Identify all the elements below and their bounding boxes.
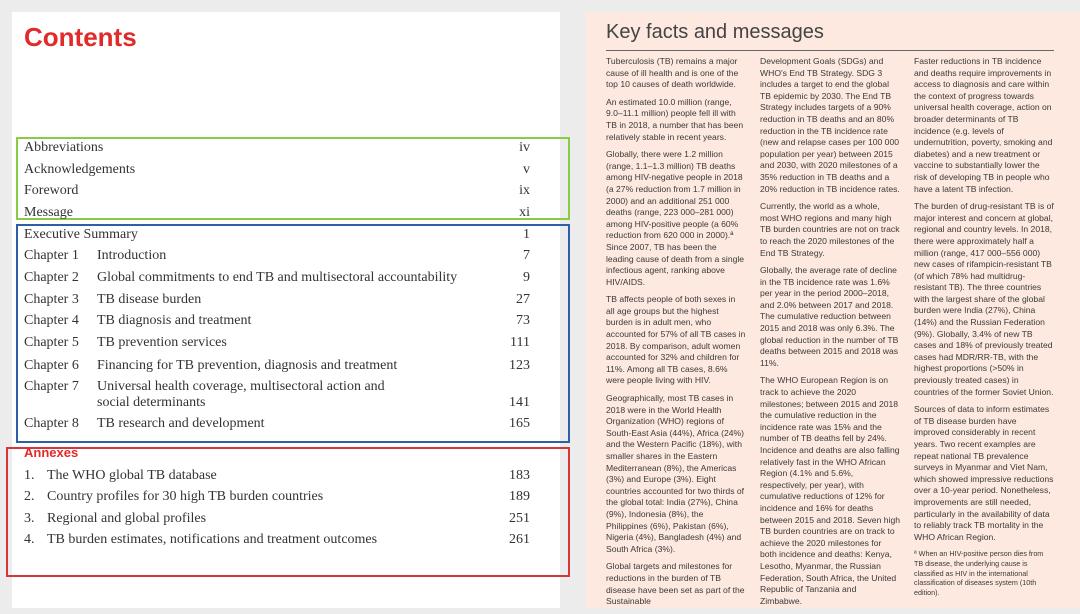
chapter-title: Universal health coverage, multisectoral action and bbox=[97, 379, 385, 394]
paragraph: Currently, the world as a whole, most WHO regions and many high TB burden countries are not on track to reach the 2020 milestones of the End TB Strategy. bbox=[760, 201, 900, 258]
paragraph: Globally, the average rate of decline in the TB incidence rate was 1.6% per year in the period 2000–2018, and 2.0% between 2017 and 2018. The cumulative reduction between 2015 and 2018 was only 6.3%. The global reduction in the number of TB deaths between 2015 and 2018 was 11%. bbox=[760, 265, 899, 368]
toc-page: 9 bbox=[523, 270, 530, 285]
toc-page: 73 bbox=[516, 313, 530, 328]
annex-title: TB burden estimates, notifications and treatment outcomes bbox=[47, 532, 378, 547]
annex-title: The WHO global TB database bbox=[47, 468, 217, 483]
toc-entry-message[interactable] bbox=[24, 204, 530, 222]
paragraph: Globally, there were 1.2 million (range, 1.1–1.3 million) TB deaths among HIV-negative people in 2018 (a 27% reduction from 1.7 million in 2000) and an additional 251 000 deaths (range, 223 000–281 000) among HIV-positive people (a 60% reduction from 620 000 in 2000).ª Since 2007, TB has been the leading cause of death from a single infectious agent, ranking above HIV/AIDS. bbox=[606, 149, 745, 287]
paragraph: Geographically, most TB cases in 2018 were in the World Health Organization (WHO) regions of South-East Asia (44%), Africa (24%) and the Western Pacific (18%), with smaller shares in the Eastern Mediterranean (8%), the Americas (3%) and Europe (3%). Eight countries accounted for two thirds of the global total: India (27%), China (9%), Indonesia (8%), the Philippines (6%), Pakistan (6%), Nigeria (4%), Bangladesh (4%) and South Africa (3%). bbox=[606, 393, 745, 554]
toc-page: 7 bbox=[523, 248, 530, 263]
chapter-number: Chapter 7 bbox=[24, 379, 79, 394]
chapter-title-line-2: social determinants bbox=[97, 395, 206, 410]
annex-title: Regional and global profiles bbox=[47, 511, 207, 526]
paragraph: TB affects people of both sexes in all age groups but the highest burden is in adult men, who accounted for 57% of all TB cases in 2018. By comparison, adult women accounted for 32% and children for 11%. Among all TB cases, 8.6% were people living with HIV. bbox=[606, 294, 746, 386]
chapter-number: Chapter 2 bbox=[24, 270, 79, 285]
toc-page: 141 bbox=[509, 395, 530, 410]
toc-page: iv bbox=[519, 140, 530, 155]
toc-entry-chapter-7[interactable] bbox=[24, 378, 530, 414]
toc-page: xi bbox=[519, 205, 530, 220]
title-divider bbox=[606, 50, 1054, 51]
chapter-title: TB diagnosis and treatment bbox=[97, 313, 252, 328]
chapter-number: Chapter 5 bbox=[24, 335, 79, 350]
chapter-title: TB prevention services bbox=[97, 335, 227, 350]
chapter-number: Chapter 8 bbox=[24, 416, 79, 431]
toc-entry-foreword[interactable] bbox=[24, 182, 530, 200]
paragraph: Development Goals (SDGs) and WHO's End TB Strategy. SDG 3 includes a target to end the global TB epidemic by 2030. The End TB Strategy includes targets of a 90% reduction in TB deaths and an 80% reduction in the TB incidence rate (new and relapse cases per 100 000 population per year) between 2015 and 2030, with 2020 milestones of a 35% reduction in TB deaths and a 20% reduction in TB incidence rates. bbox=[760, 56, 900, 194]
paragraph: Tuberculosis (TB) remains a major cause of ill health and is one of the top 10 causes of death worldwide. bbox=[606, 56, 739, 90]
chapter-number: Chapter 1 bbox=[24, 248, 79, 263]
toc-page: 1 bbox=[523, 227, 530, 242]
chapter-title: Introduction bbox=[97, 248, 167, 263]
footnote: ª When an HIV-positive person dies from TB disease, the underlying cause is classified as HIV in the international classification of diseases system (10th edition). bbox=[914, 549, 1044, 597]
chapter-title: TB disease burden bbox=[97, 292, 202, 307]
paragraph: The burden of drug-resistant TB is of major interest and concern at global, regional and country levels. In 2018, there were approximately half a million (range, 417 000–556 000) new cases of rifampicin-resistant TB (of which 78% had multidrug-resistant TB). The three countries with the largest share of the global burden were India (27%), China (14%) and the Russian Federation (9%). Globally, 3.4% of new TB cases and 18% of previously treated cases had MDR/RR-TB, with the highest proportions (>50% in previously treated cases) in countries of the former Soviet Union. bbox=[914, 201, 1054, 397]
key-facts-page bbox=[586, 12, 1080, 608]
chapter-number: Chapter 4 bbox=[24, 313, 79, 328]
toc-entry-acknowledgements[interactable] bbox=[24, 161, 530, 179]
chapter-title: TB research and development bbox=[97, 416, 265, 431]
annex-title: Country profiles for 30 high TB burden countries bbox=[47, 489, 324, 504]
toc-page: 251 bbox=[509, 511, 530, 526]
key-facts-column-2 bbox=[760, 56, 900, 613]
contents-title: Contents bbox=[24, 22, 137, 52]
toc-page: ix bbox=[519, 183, 530, 198]
key-facts-column-1 bbox=[606, 56, 746, 614]
toc-page: 27 bbox=[516, 292, 530, 307]
toc-label: Acknowledgements bbox=[24, 162, 136, 177]
toc-page: 183 bbox=[509, 468, 530, 483]
key-facts-column-3 bbox=[914, 56, 1054, 603]
paragraph: An estimated 10.0 million (range, 9.0–11.1 million) people fell ill with TB in 2018, a number that has been relatively stable in recent years. bbox=[606, 96, 744, 142]
annexes-heading: Annexes bbox=[24, 445, 79, 460]
toc-label: Executive Summary bbox=[24, 227, 138, 242]
toc-page: v bbox=[523, 162, 530, 177]
toc-page: 261 bbox=[509, 532, 530, 547]
chapter-title: Global commitments to end TB and multisectoral accountability bbox=[97, 270, 458, 285]
annex-number: 1. bbox=[24, 468, 35, 483]
toc-page: 123 bbox=[509, 358, 530, 373]
toc-entry-executive-summary[interactable] bbox=[24, 226, 530, 244]
key-facts-title: Key facts and messages bbox=[606, 21, 824, 43]
annex-number: 3. bbox=[24, 511, 35, 526]
toc-page: 189 bbox=[509, 489, 530, 504]
toc-label: Message bbox=[24, 205, 73, 220]
annex-number: 4. bbox=[24, 532, 35, 547]
toc-label: Foreword bbox=[24, 183, 79, 198]
toc-page: 165 bbox=[509, 416, 530, 431]
chapter-title: Financing for TB prevention, diagnosis and treatment bbox=[97, 358, 398, 373]
toc-page: 111 bbox=[510, 335, 530, 350]
paragraph: Global targets and milestones for reductions in the burden of TB disease have been set as part of the Sustainable bbox=[606, 561, 745, 607]
chapter-number: Chapter 6 bbox=[24, 358, 79, 373]
toc-label: Abbreviations bbox=[24, 140, 104, 155]
annex-number: 2. bbox=[24, 489, 35, 504]
toc-entry-abbreviations[interactable] bbox=[24, 139, 530, 157]
paragraph: The WHO European Region is on track to achieve the 2020 milestones; between 2015 and 2018 the cumulative reduction in the incidence rate was 15% and the number of TB deaths fell by 24%. Incidence and deaths are also falling relatively fast in the WHO African Region (4.1% and 5.6%, respectively, per year), with cumulative reductions of 12% for incidence and 16% for deaths between 2015 and 2018. Seven high TB burden countries are on track to achieve the 2020 milestones for both incidence and deaths: Kenya, Lesotho, Myanmar, the Russian Federation, South Africa, the United Republic of Tanzania and Zimbabwe. bbox=[760, 375, 901, 606]
paragraph: Faster reductions in TB incidence and deaths require improvements in access to diagnosis and care within the context of progress towards universal health coverage, action on broader determinants of TB incidence (e.g. levels of undernutrition, poverty, smoking and diabetes) and a new treatment or vaccine to substantially lower the risk of developing TB in people who have a latent TB infection. bbox=[914, 56, 1053, 194]
chapter-number: Chapter 3 bbox=[24, 292, 79, 307]
paragraph: Sources of data to inform estimates of TB disease burden have improved considerably in recent years. Two recent examples are repeat national TB prevalence surveys in Myanmar and Viet Nam, which showed impressive reductions over a 10-year period. Nonetheless, improvements are still needed, particularly in the availability of data to reliably track TB mortality in the WHO African Region. bbox=[914, 404, 1054, 542]
